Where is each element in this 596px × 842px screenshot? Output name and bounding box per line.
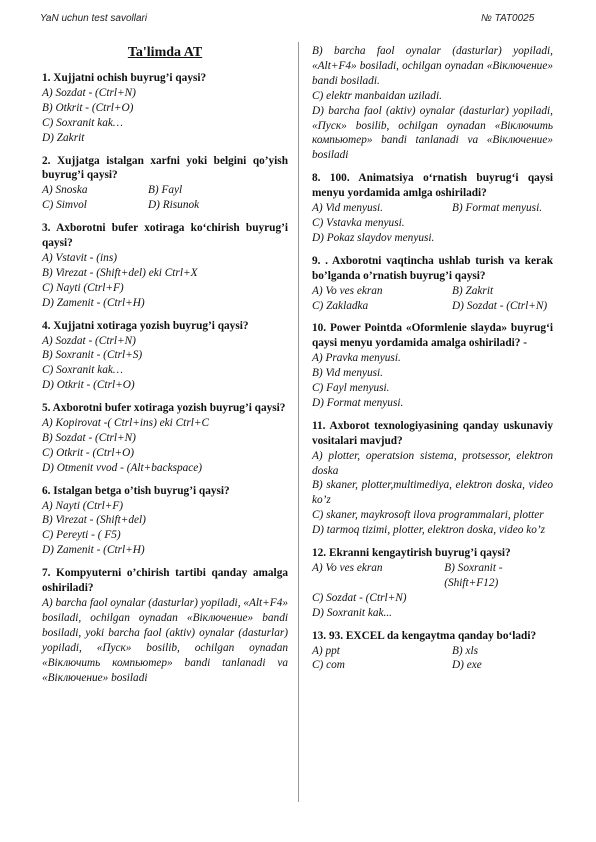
answer-option: B) Virezat - (Shift+del) eki Ctrl+X — [42, 266, 198, 279]
answer-option: D) Zamenit - (Ctrl+H) — [42, 544, 145, 557]
question-text: 2. Xujjatga istalgan xarfni yoki belgini qo’yish buyrug’i qaysi? — [42, 154, 288, 182]
answer-option: B) Format menyusi. — [452, 202, 543, 215]
answer-option: C) Otkrit - (Ctrl+O) — [42, 446, 135, 459]
question-text: 4. Xujjatni xotiraga yozish buyrug’i qaysi? — [42, 319, 249, 332]
question-item — [42, 221, 288, 310]
answer-option: D) Pokaz slaydov menyusi. — [312, 231, 435, 244]
column-divider — [298, 42, 299, 802]
answer-option: C) skaner, maykrosoft ilova programmalari, plotter — [312, 509, 544, 522]
answer-option: B) Soxranit - (Shift+F12) — [444, 562, 503, 589]
answer-option: B) Soxranit - (Ctrl+S) — [42, 349, 143, 362]
right-column — [312, 44, 553, 681]
answer-option: A) Snoska — [42, 184, 88, 197]
left-column — [42, 44, 288, 693]
question-item — [312, 44, 553, 163]
answer-option: D) barcha faol (aktiv) oynalar (dasturlar) yopiladi, «Пуск» bosilib, ochilgan оynadan «Віключить компьютер» bandi tanlanadi va «Віключение» bosiladi — [312, 104, 553, 162]
question-item — [42, 566, 288, 685]
question-item — [312, 546, 553, 621]
answer-option: B) skaner, plotter,multimediya, elektron doska, video ko’z — [312, 479, 553, 507]
answer-option: C) Fayl menyusi. — [312, 382, 390, 395]
answer-option: B) Zakrit — [452, 284, 494, 297]
left-question-list — [42, 71, 288, 685]
question-item — [42, 401, 288, 476]
question-text: 7. Kompyuterni o’chirish tartibi qanday amalga oshiriladi? — [42, 567, 288, 595]
page-title: Ta'limda AT — [127, 45, 203, 60]
question-item — [312, 254, 553, 314]
answer-option: A) Vid menyusi. — [312, 202, 384, 215]
question-text: 11. Axborot texnologiyasining qanday uskunaviy vositalari mavjud? — [312, 419, 553, 447]
answer-option: D) tarmoq tizimi, plotter, elektron doska, video ko’z — [312, 524, 546, 537]
answer-option: A) Sozdat - (Ctrl+N) — [42, 334, 136, 347]
question-item — [312, 629, 553, 674]
option-row — [312, 284, 553, 299]
answer-option: A) barcha faol oynalar (dasturlar) yopiladi, «Alt+F4» bosiladi, ochilgan oynadan «Віключение» bandi bosiladi, yoki barcha faol (aktiv) oynalar (dasturlar) yopiladi, «Пуск» bosilib, ochilgan оynadan «Віключить компьютер» bandi tanlanadi va «Віключение» bosiladi — [42, 597, 288, 684]
question-text: 10. Power Pointda «Oformlenie slayda» buyrug‘i qaysi menyu yordamida amalga oshiriladi? - — [312, 322, 553, 350]
question-item — [312, 321, 553, 410]
question-text: 8. 100. Animatsiya o‘rnatish buyrug‘i qaysi menyu yordamida amlga oshiriladi? — [312, 172, 553, 200]
header-left: YaN uchun test savollari — [40, 13, 148, 24]
answer-option: B) barcha faol oynalar (dasturlar) yopiladi, «Alt+F4» bosiladi, ochilgan oynadan «Віключение» bandi bosiladi. — [312, 45, 553, 87]
option-row — [42, 198, 288, 213]
answer-option: A) Kopirovat -( Ctrl+ins) eki Ctrl+C — [42, 417, 210, 430]
question-text: 5. Axborotni bufer xotiraga yozish buyrug’i qaysi? — [42, 402, 286, 415]
question-text: 1. Xujjatni ochish buyrug’i qaysi? — [42, 72, 207, 84]
question-item — [42, 484, 288, 559]
answer-option: C) Soxranit kak… — [42, 116, 123, 129]
answer-option: D) Soxranit kak... — [312, 606, 392, 619]
answer-option: B) Sozdat - (Ctrl+N) — [42, 431, 136, 444]
answer-option: D) Format menyusi. — [312, 396, 404, 409]
answer-option: A) Vstavit - (ins) — [42, 251, 117, 264]
right-question-list — [312, 44, 553, 673]
option-row — [312, 561, 553, 591]
answer-option: A) ppt — [312, 644, 340, 657]
option-row — [312, 658, 553, 673]
question-text: 13. 93. EXCEL da kengaytma qanday bo‘ladi? — [312, 629, 537, 642]
answer-option: A) Nayti (Ctrl+F) — [42, 499, 124, 512]
answer-option: B) xls — [452, 644, 479, 657]
answer-option: C) Soxranit kak… — [42, 364, 123, 377]
question-item — [312, 419, 553, 538]
answer-option: C) com — [312, 659, 345, 672]
answer-option: D) Otmenit vvod - (Alt+backspace) — [42, 461, 203, 474]
answer-option: A) Pravka menyusi. — [312, 352, 401, 365]
answer-option: A) Vo ves ekran — [312, 562, 383, 574]
answer-option: B) Fayl — [148, 184, 183, 197]
answer-option: A) Sozdat - (Ctrl+N) — [42, 86, 136, 99]
question-text: 12. Ekranni kengaytirish buyrug’i qaysi? — [312, 547, 511, 560]
answer-option: B) Vid menyusi. — [312, 367, 384, 380]
answer-option: C) Vstavka menyusi. — [312, 216, 405, 229]
question-item — [42, 71, 288, 146]
question-text: 3. Axborotni bufer xotiraga ko‘chirish buyrug’i qaysi? — [42, 222, 288, 250]
answer-option: A) plotter, operatsion sistema, protsessor, elektron doska — [312, 449, 553, 477]
answer-option: C) Simvol — [42, 199, 87, 212]
answer-option: D) Sozdat - (Ctrl+N) — [452, 299, 548, 312]
answer-option: C) Zakladka — [312, 299, 369, 312]
question-text: 9. . Axborotni vaqtincha ushlab turish va kerak bo’lganda o’rnatish buyrug’i qaysi? — [312, 254, 553, 282]
answer-option: A) Vo ves ekran — [312, 284, 383, 297]
answer-option: C) Nayti (Ctrl+F) — [42, 281, 124, 294]
answer-option: D) exe — [452, 659, 482, 672]
answer-option: D) Otkrit - (Ctrl+O) — [42, 379, 135, 392]
question-text: 6. Istalgan betga o’tish buyrug’i qaysi? — [42, 484, 230, 497]
question-item — [42, 319, 288, 394]
answer-option: D) Risunok — [148, 199, 200, 212]
option-row — [312, 644, 553, 659]
answer-option: B) Virezat - (Shift+del) — [42, 514, 146, 527]
answer-option: B) Otkrit - (Ctrl+O) — [42, 101, 134, 114]
option-row — [312, 201, 553, 216]
answer-option: C) Pereyti - ( F5) — [42, 529, 121, 542]
answer-option: D) Zakrit — [42, 131, 85, 144]
answer-option: D) Zamenit - (Ctrl+H) — [42, 296, 145, 309]
header-right: № TAT0025 — [481, 13, 535, 24]
option-row — [312, 299, 553, 314]
answer-option: C) Sozdat - (Ctrl+N) — [312, 591, 407, 604]
question-item — [312, 171, 553, 246]
question-item — [42, 154, 288, 214]
answer-option: C) elektr manbaidan uziladi. — [312, 89, 442, 102]
option-row — [42, 183, 288, 198]
